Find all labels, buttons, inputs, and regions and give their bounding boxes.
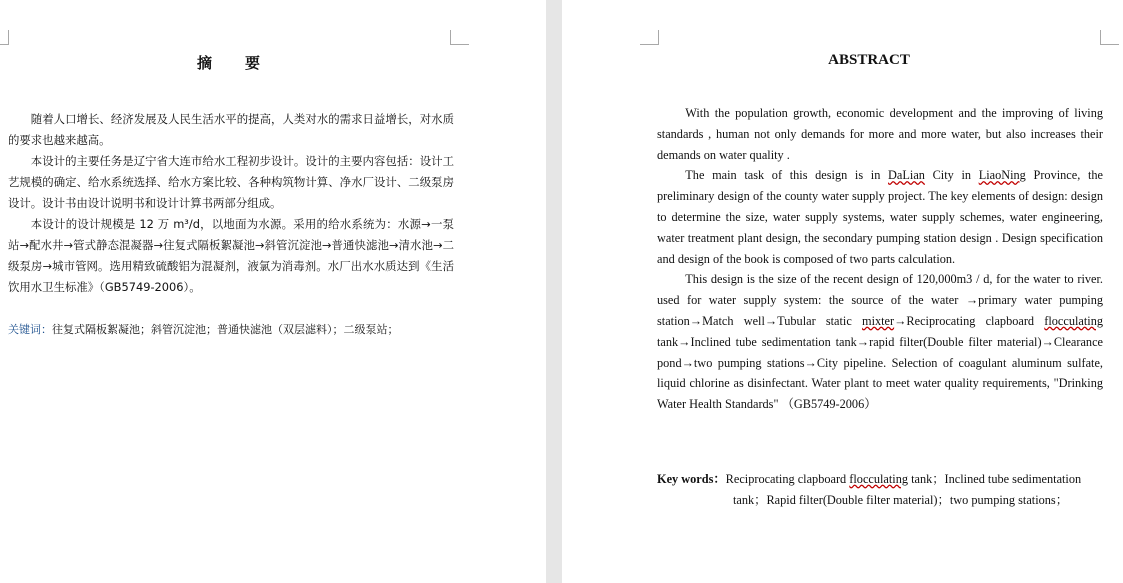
spelling-flagged-word: mixter (862, 313, 895, 328)
spelling-flagged-word: DaLian (888, 168, 925, 183)
english-keywords-label: Key words (657, 472, 714, 486)
english-paragraph-3: This design is the size of the recent design of 120,000m3 / d, for the water to river. used for water supply system: the source of the water →primary water pumping station→Match well→Tubular static mixter→Reciprocating clapboard flocculating tank→Inclined tube sedimentation tank→rapid filter(Double filter material)→Clearance pond→two pumping stations→City pipeline. Selection of coagulant aluminum sulfate, liquid chlorine as disinfectant. Water plant to meet water quality requirements, "Drinking Water Health Standards" （GB5749-2006） (657, 272, 1103, 412)
chinese-abstract-title: 摘 要 (196, 54, 261, 72)
english-paragraph-2: The main task of this design is in DaLian City in LiaoNing Province, the preliminary design of the county water supply project. The key elements of design: design to determine the size, water supply systems, water supply schemes, water engineering, water treatment plant design, the secondary pumping station design . Design specification and design of the book is composed of two parts calculation. (657, 168, 1103, 266)
document-page-chinese (0, 0, 546, 583)
english-keywords-line-2: tank；Rapid filter(Double filter material)；two pumping stations； (733, 493, 1069, 507)
chinese-paragraph-1: 随着人口增长、经济发展及人民生活水平的提高，人类对水的需求日益增长，对水质的要求也越来越高。 (8, 112, 454, 147)
spelling-flagged-word: flocculating (1044, 313, 1103, 328)
english-abstract-body (657, 103, 1103, 415)
chinese-keywords-text: 往复式隔板絮凝池；斜管沉淀池；普通快滤池（双层滤料）；二级泵站； (52, 323, 399, 336)
chinese-abstract-body (8, 109, 454, 298)
english-abstract-title: ABSTRACT (828, 52, 910, 68)
spelling-flagged-word: LiaoNing (978, 168, 1026, 183)
chinese-paragraph-2: 本设计的主要任务是辽宁省大连市给水工程初步设计。设计的主要内容包括：设计工艺规模的确定、给水系统选择、给水方案比较、各种构筑物计算、净水厂设计、二级泵房设计。设计书由设计说明书和设计计算书两部分组成。 (8, 154, 454, 210)
spelling-flagged-word: flocculating (849, 472, 909, 486)
chinese-keywords (8, 319, 454, 340)
chinese-keywords-label: 关键词： (8, 323, 52, 336)
page-corner-mark (0, 30, 9, 45)
page-corner-mark (450, 30, 469, 45)
english-paragraph-1: With the population growth, economic development and the improving of living standards , human not only demands for more and more water, but also increases their demands on water quality . (657, 106, 1103, 162)
english-keywords-line-1: Reciprocating clapboard flocculating tank；Inclined tube sedimentation (725, 472, 1082, 486)
page-corner-mark (1100, 30, 1119, 45)
document-page-english (562, 0, 1123, 583)
chinese-paragraph-3: 本设计的设计规模是 12 万 m³/d，以地面为水源。采用的给水系统为：水源→一泵站→配水井→管式静态混凝器→往复式隔板絮凝池→斜管沉淀池→普通快滤池→清水池→二级泵房→城市管网。选用精致硫酸铝为混凝剂，液氯为消毒剂。水厂出水水质达到《生活饮用水卫生标准》（GB5749-2006）。 (8, 217, 454, 294)
english-keywords-colon: ： (713, 472, 726, 486)
page-corner-mark (640, 30, 659, 45)
english-keywords (657, 469, 1103, 511)
